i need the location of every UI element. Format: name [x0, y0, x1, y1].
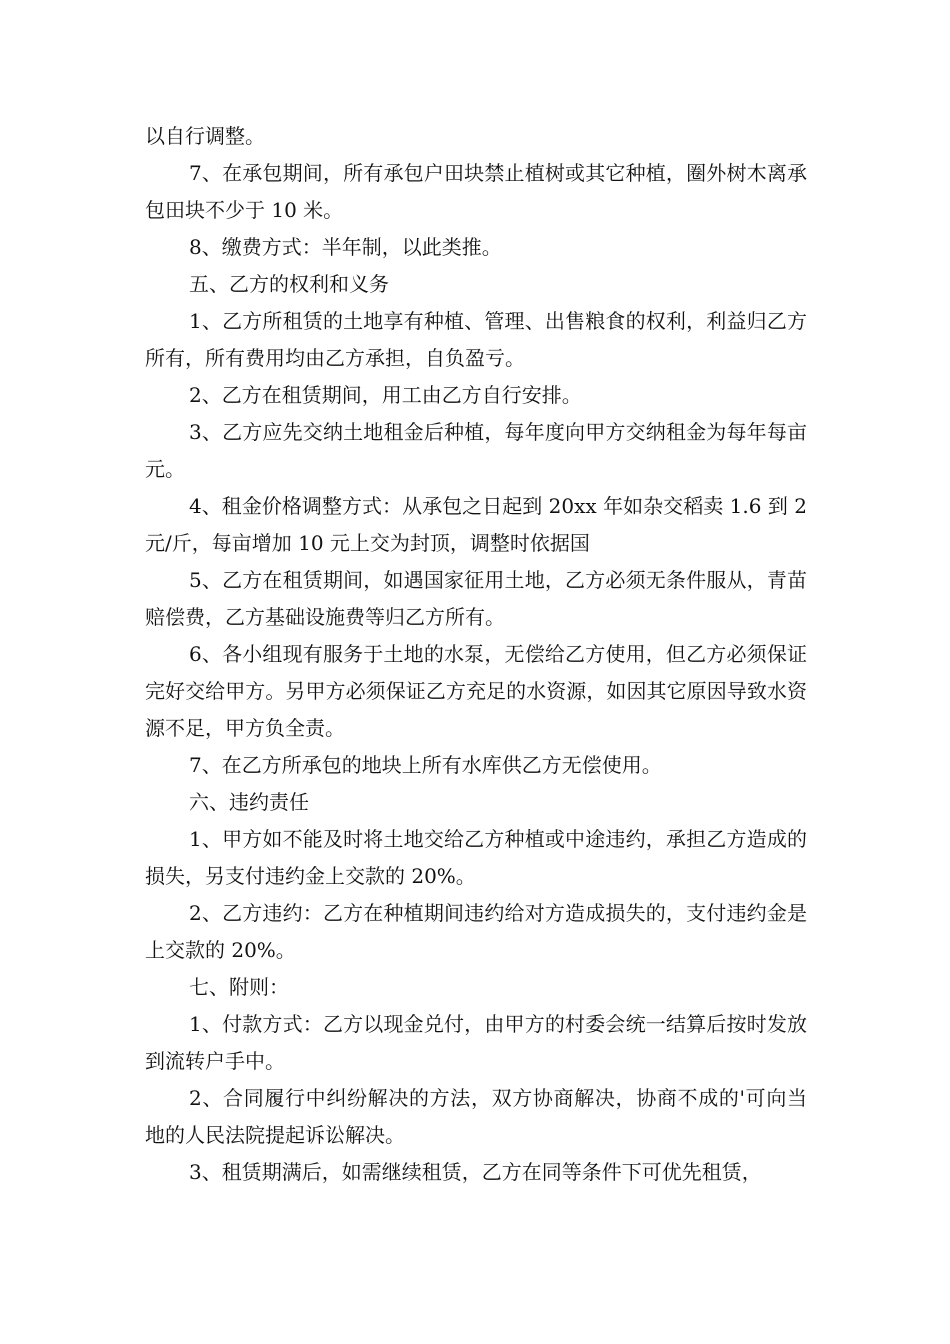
clause-5-1: 1、乙方所租赁的土地享有种植、管理、出售粮食的权利，利益归乙方所有，所有费用均由乙方承担，自负盈亏。: [145, 309, 807, 370]
paragraph-continuation: 以自行调整。: [145, 124, 265, 148]
clause-5-2: 2、乙方在租赁期间，用工由乙方自行安排。: [189, 383, 582, 407]
clause-5-5: 5、乙方在租赁期间，如遇国家征用土地，乙方必须无条件服从，青苗赔偿费，乙方基础设施费等归乙方所有。: [145, 568, 807, 629]
clause-5-4: 4、租金价格调整方式：从承包之日起到 20xx 年如杂交稻卖 1.6 到 2 元/斤，每亩增加 10 元上交为封顶，调整时依据国: [145, 494, 807, 555]
section-heading-6: 六、违约责任: [189, 790, 309, 814]
section-heading-7: 七、附则：: [189, 975, 289, 999]
clause-7-2: 2、合同履行中纠纷解决的方法，双方协商解决，协商不成的'可向当地的人民法院提起诉讼解决。: [145, 1086, 807, 1147]
clause-6-1: 1、甲方如不能及时将土地交给乙方种植或中途违约，承担乙方造成的损失，另支付违约金上交款的 20%。: [145, 827, 807, 888]
clause-5-3: 3、乙方应先交纳土地租金后种植，每年度向甲方交纳租金为每年每亩 元。: [145, 420, 807, 481]
clause-6-2: 2、乙方违约：乙方在种植期间违约给对方造成损失的，支付违约金是上交款的 20%。: [145, 901, 807, 962]
clause-4-8: 8、缴费方式：半年制，以此类推。: [189, 235, 502, 259]
clause-7-3: 3、租赁期满后，如需继续租赁，乙方在同等条件下可优先租赁，: [189, 1160, 762, 1184]
clause-7-1: 1、付款方式：乙方以现金兑付，由甲方的村委会统一结算后按时发放到流转户手中。: [145, 1012, 807, 1073]
section-heading-5: 五、乙方的权利和义务: [189, 272, 389, 296]
clause-4-7: 7、在承包期间，所有承包户田块禁止植树或其它种植，圈外树木离承包田块不少于 10 米。: [145, 161, 807, 222]
clause-5-6: 6、各小组现有服务于土地的水泵，无偿给乙方使用，但乙方必须保证完好交给甲方。另甲方必须保证乙方充足的水资源，如因其它原因导致水资源不足，甲方负全责。: [145, 642, 807, 740]
clause-5-7: 7、在乙方所承包的地块上所有水库供乙方无偿使用。: [189, 753, 662, 777]
document-body: [145, 118, 807, 1191]
